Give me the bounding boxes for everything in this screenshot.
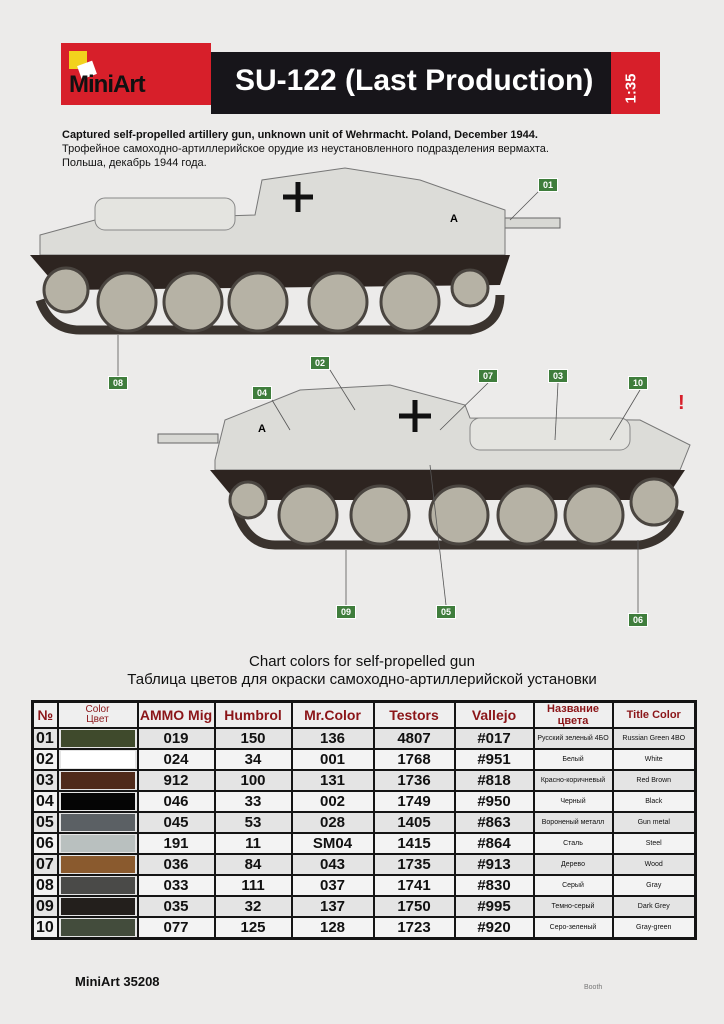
swatch-fill (61, 919, 135, 936)
table-row (33, 875, 696, 896)
color-name-ru: Дерево (534, 854, 613, 875)
ammo-value: 024 (138, 749, 215, 770)
ammo-value: 191 (138, 833, 215, 854)
tank-side-right (30, 168, 560, 331)
callout-03: 03 (548, 369, 568, 383)
product-code: MiniArt 35208 (75, 974, 160, 989)
color-swatch (58, 896, 138, 917)
humbrol-value: 33 (215, 791, 292, 812)
color-name-ru: Белый (534, 749, 613, 770)
ammo-value: 036 (138, 854, 215, 875)
color-name-ru: Красно-коричневый (534, 770, 613, 791)
col-name-ru: Название цвета (534, 702, 613, 729)
vallejo-value: #951 (455, 749, 534, 770)
mrcolor-value: 137 (292, 896, 374, 917)
row-number: 04 (33, 791, 58, 812)
col-testors: Testors (374, 702, 455, 729)
testors-value: 1405 (374, 812, 455, 833)
mrcolor-value: SM04 (292, 833, 374, 854)
callout-04: 04 (252, 386, 272, 400)
ammo-value: 019 (138, 728, 215, 749)
color-name-en: Black (613, 791, 696, 812)
callout-08: 08 (108, 376, 128, 390)
mrcolor-value: 037 (292, 875, 374, 896)
swatch-fill (61, 898, 135, 915)
ammo-value: 077 (138, 917, 215, 939)
swatch-fill (61, 856, 135, 873)
col-vallejo: Vallejo (455, 702, 534, 729)
humbrol-value: 84 (215, 854, 292, 875)
vallejo-value: #864 (455, 833, 534, 854)
color-swatch (58, 749, 138, 770)
color-swatch (58, 812, 138, 833)
swatch-fill (61, 772, 135, 789)
row-number: 06 (33, 833, 58, 854)
table-row (33, 791, 696, 812)
color-swatch (58, 833, 138, 854)
color-swatch (58, 791, 138, 812)
testors-value: 1415 (374, 833, 455, 854)
color-name-ru: Черный (534, 791, 613, 812)
testors-value: 1723 (374, 917, 455, 939)
callout-05: 05 (436, 605, 456, 619)
color-name-en: Gray (613, 875, 696, 896)
col-ammo: AMMO Mig (138, 702, 215, 729)
mrcolor-value: 043 (292, 854, 374, 875)
col-humbrol: Humbrol (215, 702, 292, 729)
color-name-ru: Серый (534, 875, 613, 896)
ammo-value: 912 (138, 770, 215, 791)
callout-02: 02 (310, 356, 330, 370)
mrcolor-value: 002 (292, 791, 374, 812)
chart-title-ru: Таблица цветов для окраски самоходно-артиллерийской установки (127, 671, 597, 688)
humbrol-value: 111 (215, 875, 292, 896)
booth-label: Booth (584, 984, 603, 991)
row-number: 05 (33, 812, 58, 833)
ammo-value: 035 (138, 896, 215, 917)
swatch-fill (61, 835, 135, 852)
vallejo-value: #920 (455, 917, 534, 939)
humbrol-value: 150 (215, 728, 292, 749)
callout-01: 01 (538, 178, 558, 192)
description-ru-1: Трофейное самоходно-артиллерийское орудие из неустановленного подразделения вермахта. (62, 143, 549, 155)
testors-value: 1768 (374, 749, 455, 770)
testors-value: 1736 (374, 770, 455, 791)
col-color-en: Color (85, 704, 110, 715)
callout-06: 06 (628, 613, 648, 627)
callout-10: 10 (628, 376, 648, 390)
color-swatch (58, 854, 138, 875)
table-row (33, 833, 696, 854)
col-mrcolor: Mr.Color (292, 702, 374, 729)
testors-value: 1750 (374, 896, 455, 917)
color-swatch (58, 728, 138, 749)
color-name-ru: Сталь (534, 833, 613, 854)
mrcolor-value: 131 (292, 770, 374, 791)
color-name-ru: Темно-серый (534, 896, 613, 917)
row-number: 09 (33, 896, 58, 917)
testors-value: 1749 (374, 791, 455, 812)
table-row (33, 812, 696, 833)
color-name-ru: Серо-зеленый (534, 917, 613, 939)
tank-marking-a-2: A (258, 423, 266, 435)
col-title-color: Title Color (613, 702, 696, 729)
tank-side-left (158, 385, 690, 545)
testors-value: 4807 (374, 728, 455, 749)
description-en: Captured self-propelled artillery gun, unknown unit of Wehrmacht. Poland, December 1944. (62, 129, 538, 141)
ammo-value: 046 (138, 791, 215, 812)
callout-09: 09 (336, 605, 356, 619)
description-ru-2: Польша, декабрь 1944 года. (62, 157, 207, 169)
humbrol-value: 34 (215, 749, 292, 770)
humbrol-value: 32 (215, 896, 292, 917)
humbrol-value: 125 (215, 917, 292, 939)
table-row (33, 896, 696, 917)
humbrol-value: 53 (215, 812, 292, 833)
color-name-en: Gray-green (613, 917, 696, 939)
warning-mark: ! (678, 392, 685, 414)
swatch-fill (61, 751, 135, 768)
swatch-fill (61, 877, 135, 894)
testors-value: 1741 (374, 875, 455, 896)
table-row (33, 770, 696, 791)
humbrol-value: 11 (215, 833, 292, 854)
color-swatch (58, 770, 138, 791)
color-name-en: Red Brown (613, 770, 696, 791)
swatch-fill (61, 730, 135, 747)
row-number: 02 (33, 749, 58, 770)
callout-07: 07 (478, 369, 498, 383)
ammo-value: 033 (138, 875, 215, 896)
table-row (33, 917, 696, 939)
table-row (33, 749, 696, 770)
color-name-en: Russian Green 4BO (613, 728, 696, 749)
color-name-en: Dark Grey (613, 896, 696, 917)
tank-marking-a: A (450, 213, 458, 225)
row-number: 08 (33, 875, 58, 896)
chart-title-en: Chart colors for self-propelled gun (249, 653, 475, 670)
humbrol-value: 100 (215, 770, 292, 791)
col-color-ru: Цвет (86, 714, 109, 725)
vallejo-value: #830 (455, 875, 534, 896)
row-number: 03 (33, 770, 58, 791)
color-name-ru: Вороненый металл (534, 812, 613, 833)
color-name-en: Gun metal (613, 812, 696, 833)
color-name-en: Steel (613, 833, 696, 854)
mrcolor-value: 136 (292, 728, 374, 749)
vallejo-value: #995 (455, 896, 534, 917)
color-name-en: Wood (613, 854, 696, 875)
testors-value: 1735 (374, 854, 455, 875)
mrcolor-value: 001 (292, 749, 374, 770)
mrcolor-value: 028 (292, 812, 374, 833)
vallejo-value: #950 (455, 791, 534, 812)
vallejo-value: #863 (455, 812, 534, 833)
logo-text: MiniArt (69, 71, 145, 98)
color-chart-table (31, 700, 697, 940)
col-color (58, 702, 138, 729)
mrcolor-value: 128 (292, 917, 374, 939)
scale-text: 1:35 (622, 73, 640, 104)
color-swatch (58, 875, 138, 896)
vallejo-value: #818 (455, 770, 534, 791)
row-number: 07 (33, 854, 58, 875)
color-name-en: White (613, 749, 696, 770)
table-row (33, 728, 696, 749)
table-row (33, 854, 696, 875)
row-number: 01 (33, 728, 58, 749)
ammo-value: 045 (138, 812, 215, 833)
col-no: № (33, 702, 58, 729)
color-name-ru: Русский зеленый 4БО (534, 728, 613, 749)
swatch-fill (61, 793, 135, 810)
row-number: 10 (33, 917, 58, 939)
swatch-fill (61, 814, 135, 831)
page-title: SU-122 (Last Production) (235, 64, 594, 97)
vallejo-value: #017 (455, 728, 534, 749)
color-swatch (58, 917, 138, 939)
vallejo-value: #913 (455, 854, 534, 875)
